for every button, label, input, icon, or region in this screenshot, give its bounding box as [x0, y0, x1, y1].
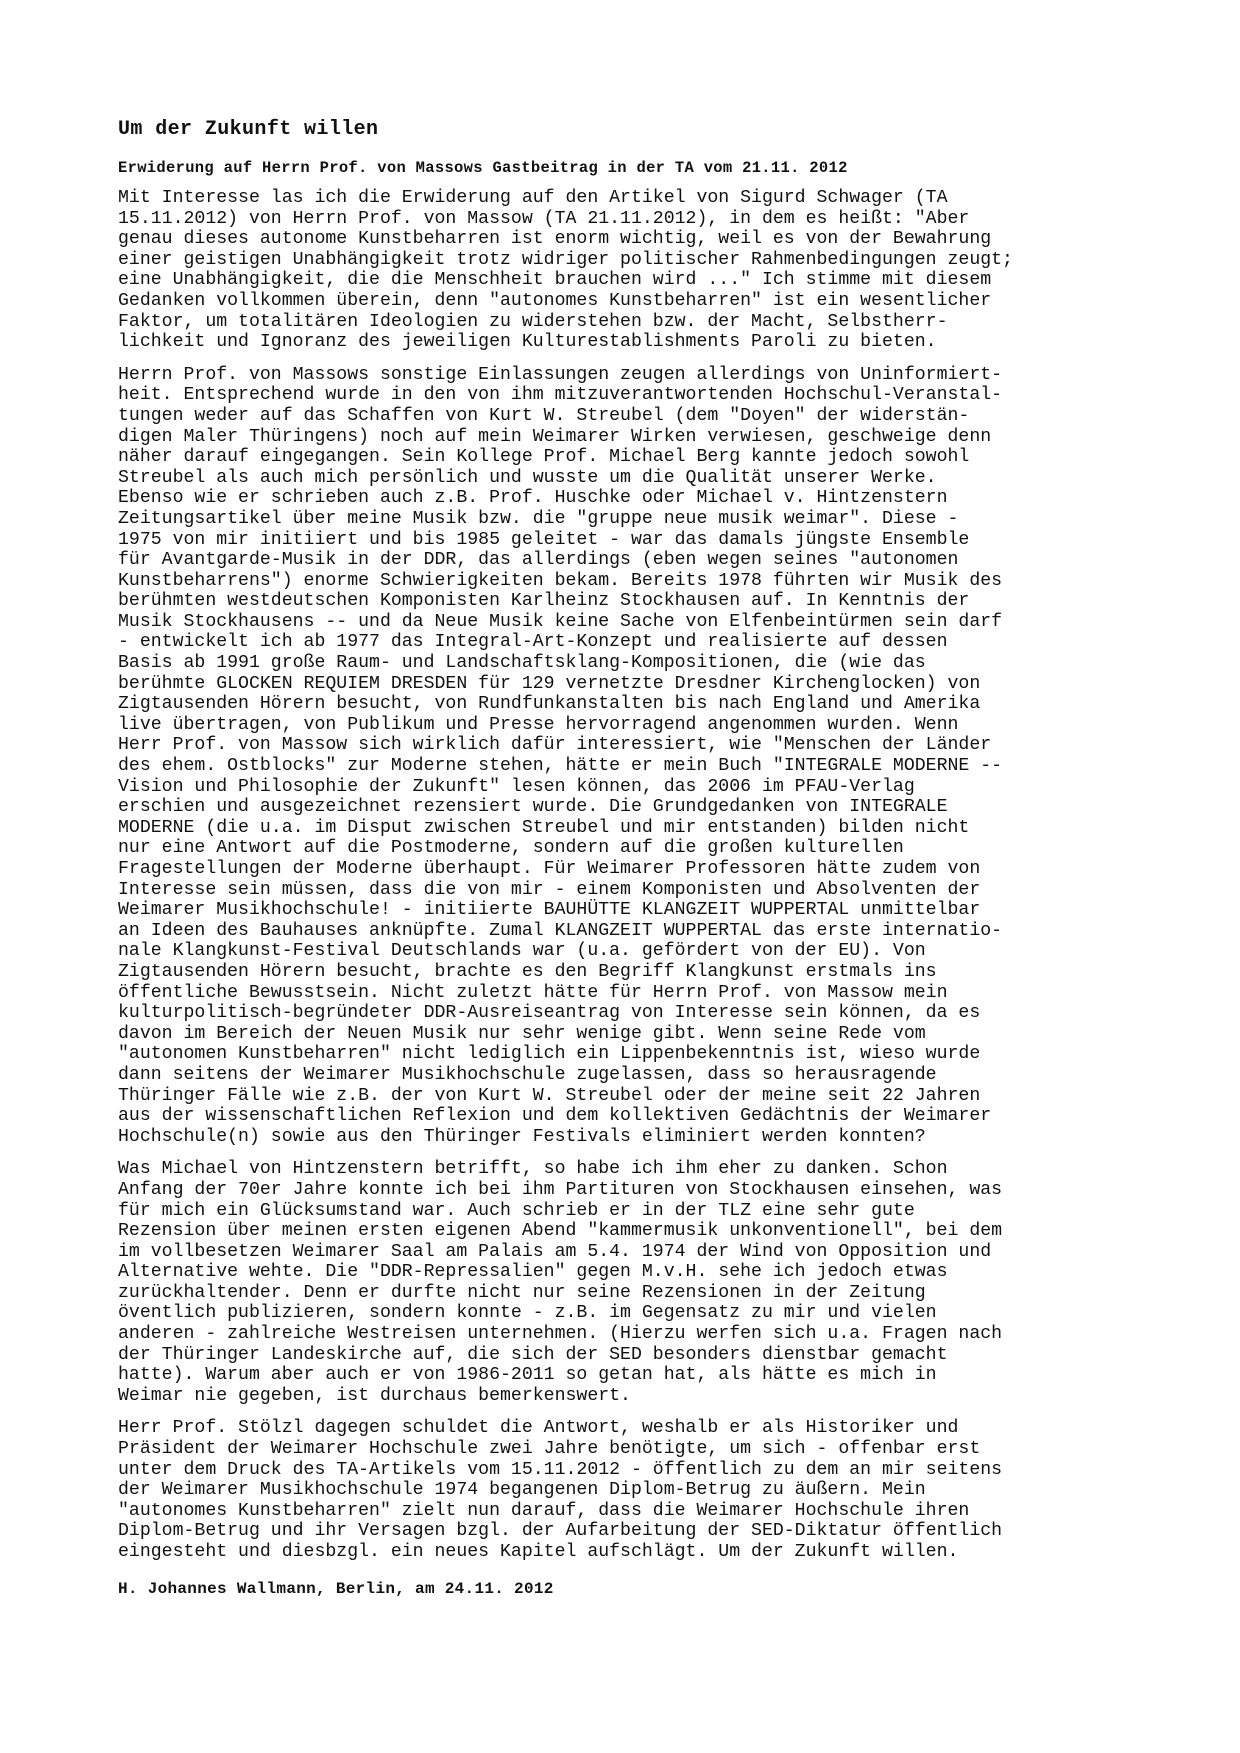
paragraph-3: Was Michael von Hintzenstern betrifft, so habe ich ihm eher zu danken. Schon Anfang der 70er Jahre konnte ich bei ihm Partituren von Stockhausen einsehen, was für mich ein Glücksumstand war. Auch schrieb er in der TLZ eine sehr gute Rezension über meinen ersten eigenen Abend "kammermusik unkonventionell", bei dem im vollbesetzen Weimarer Saal am Palais am 5.4. 1974 der Wind von Opposition und Alternative wehte. Die "DDR-Repressalien" gegen M.v.H. sehe ich jedoch etwas zurückhaltender. Denn er durfte nicht nur seine Rezensionen in der Zeitung öventlich publizieren, sondern konnte - z.B. im Gegensatz zu mir und vielen anderen - zahlreiche Westreisen unternehmen. (Hierzu werfen sich u.a. Fragen nach der Thüringer Landeskirche auf, die sich der SED besonders dienstbar gemacht hatte). Warum aber auch er von 1986-2011 so getan hat, als hätte es mich in Weimar nie gegeben, ist durchaus bemerkenswert.: [118, 1159, 1003, 1406]
letter-page: [118, 112, 1130, 1599]
document-subtitle: Erwiderung auf Herrn Prof. von Massows Gastbeitrag in der TA vom 21.11. 2012: [118, 159, 848, 177]
paragraph-4: Herr Prof. Stölzl dagegen schuldet die Antwort, weshalb er als Historiker und Präsident der Weimarer Hochschule zwei Jahre benötigte, um sich - offenbar erst unter dem Druck des TA-Artikels vom 15.11.2012 - öffentlich zu dem an mir seitens der Weimarer Musikhochschule 1974 begangenen Diplom-Betrug zu äußern. Mein "autonomes Kunstbeharren" zielt nun darauf, dass die Weimarer Hochschule ihren Diplom-Betrug und ihr Versagen bzgl. der Aufarbeitung der SED-Diktatur öffentlich eingesteht und diesbzgl. ein neues Kapitel aufschlägt. Um der Zukunft willen.: [118, 1418, 1003, 1562]
paragraph-1: Mit Interesse las ich die Erwiderung auf den Artikel von Sigurd Schwager (TA 15.11.2012) von Herrn Prof. von Massow (TA 21.11.2012), in dem es heißt: "Aber genau dieses autonome Kunstbeharren ist enorm wichtig, weil es von der Bewahrung einer geistigen Unabhängigkeit trotz widriger politischer Rahmenbedingungen zeugt; eine Unabhängigkeit, die die Menschheit brauchen wird ..." Ich stimme mit diesem Gedanken vollkommen überein, denn "autonomes Kunstbeharren" ist ein wesentlicher Faktor, um totalitären Ideologien zu widerstehen bzw. der Macht, Selbstherr- lichkeit und Ignoranz des jeweiligen Kulturestablishments Paroli zu bieten.: [118, 188, 1013, 353]
author-signature: H. Johannes Wallmann, Berlin, am 24.11. 2012: [118, 1579, 554, 1598]
document-title: Um der Zukunft willen: [118, 118, 379, 141]
paragraph-2: Herrn Prof. von Massows sonstige Einlassungen zeugen allerdings von Uninformiert- heit. Entsprechend wurde in den von ihm mitzuverantwortenden Hochschul-Veranstal- tungen weder auf das Schaffen von Kurt W. Streubel (dem "Doyen" der widerstän- digen Maler Thüringens) noch auf mein Weimarer Wirken verwiesen, geschweige denn näher darauf eingegangen. Sein Kollege Prof. Michael Berg kannte jedoch sowohl Streubel als auch mich persönlich und wusste um die Qualität unserer Werke. Ebenso wie er schrieben auch z.B. Prof. Huschke oder Michael v. Hintzenstern Zeitungsartikel über meine Musik bzw. die "gruppe neue musik weimar". Diese - 1975 von mir initiiert und bis 1985 geleitet - war das damals jüngste Ensemble für Avantgarde-Musik in der DDR, das allerdings (eben wegen seines "autonomen Kunstbeharrens") enorme Schwierigkeiten bekam. Bereits 1978 führten wir Musik des berühmten westdeutschen Komponisten Karlheinz Stockhausen auf. In Kenntnis der Musik Stockhausens -- und da Neue Musik keine Sache von Elfenbeintürmen sein darf - entwickelt ich ab 1977 das Integral-Art-Konzept und realisierte auf dessen Basis ab 1991 große Raum- und Landschaftsklang-Kompositionen, die (wie das berühmte GLOCKEN REQUIEM DRESDEN für 129 vernetzte Dresdner Kirchenglocken) von Zigtausenden Hörern besucht, von Rundfunkanstalten bis nach England und Amerika live übertragen, von Publikum und Presse hervorragend angenommen wurden. Wenn Herr Prof. von Massow sich wirklich dafür interessiert, wie "Menschen der Länder des ehem. Ostblocks" zur Moderne stehen, hätte er mein Buch "INTEGRALE MODERNE -- Vision und Philosophie der Zukunft" lesen können, das 2006 im PFAU-Verlag erschien und ausgezeichnet rezensiert wurde. Die Grundgedanken von INTEGRALE MODERNE (die u.a. im Disput zwischen Streubel und mir entstanden) bilden nicht nur eine Antwort auf die Postmoderne, sondern auf die großen kulturellen Fragestellungen der Moderne überhaupt. Für Weimarer Professoren hätte zudem von Interesse sein müssen, dass die von mir - einem Komponisten und Absolventen der Weimarer Musikhochschule! - initiierte BAUHÜTTE KLANGZEIT WUPPERTAL unmittelbar an Ideen des Bauhauses anknüpfte. Zumal KLANGZEIT WUPPERTAL das erste internatio- nale Klangkunst-Festival Deutschlands war (u.a. gefördert von der EU). Von Zigtausenden Hörern besucht, brachte es den Begriff Klangkunst erstmals ins öffentliche Bewusstsein. Nicht zuletzt hätte für Herrn Prof. von Massow mein kulturpolitisch-begründeter DDR-Ausreiseantrag von Interesse sein können, da es davon im Bereich der Neuen Musik nur sehr wenige gibt. Wenn seine Rede vom "autonomen Kunstbeharren" nicht lediglich ein Lippenbekenntnis ist, wieso wurde dann seitens der Weimarer Musikhochschule zugelassen, dass so herausragende Thüringer Fälle wie z.B. der von Kurt W. Streubel oder der meine seit 22 Jahren aus der wissenschaftlichen Reflexion und dem kollektiven Gedächtnis der Weimarer Hochschule(n) sowie aus den Thüringer Festivals eliminiert werden konnten?: [118, 364, 1003, 1147]
